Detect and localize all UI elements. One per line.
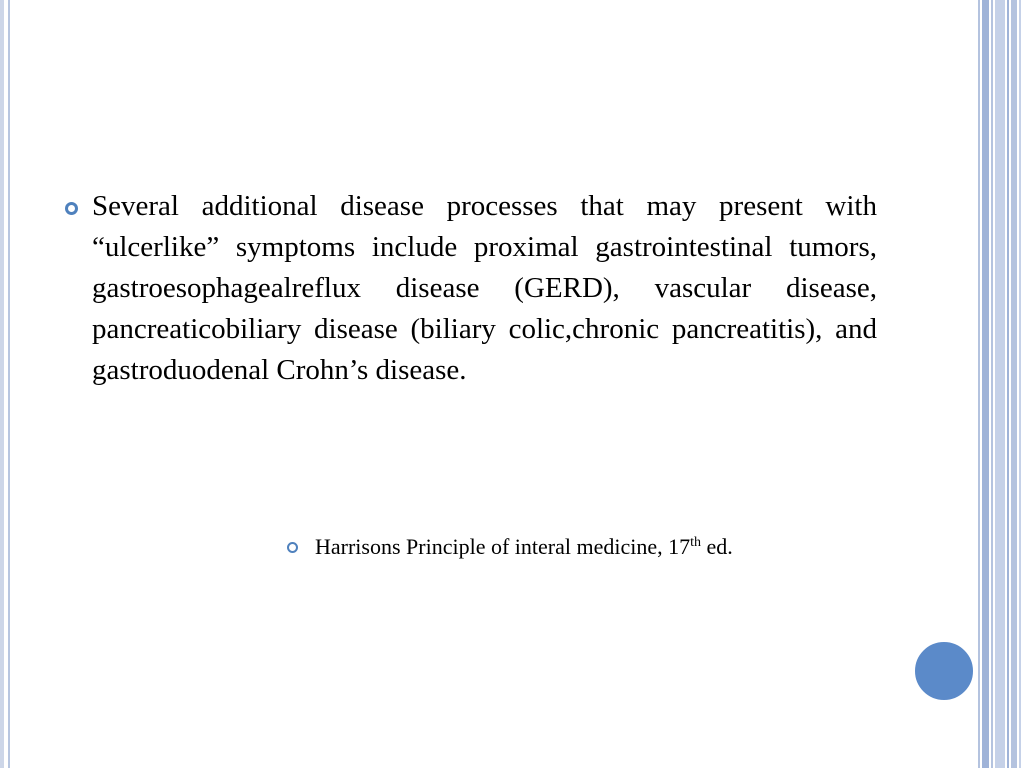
main-bullet-text: Several additional disease processes that may present with “ulcerlike” symptoms include proximal gastrointestinal tumors, gastroesophagealreflux disease (GERD), vascular disease, pancreaticobiliary disease (biliary colic,chronic pancreatitis), and gastroduodenal Crohn’s disease. bbox=[92, 190, 877, 386]
left-border-line-inner bbox=[8, 0, 10, 768]
stripe bbox=[982, 0, 989, 768]
stripe bbox=[978, 0, 980, 768]
stripe bbox=[991, 0, 993, 768]
reference-text: Harrisons Principle of interal medicine, 17 bbox=[315, 534, 691, 559]
decorative-circle bbox=[913, 640, 975, 702]
reference-suffix: ed. bbox=[701, 534, 733, 559]
reference-superscript: th bbox=[690, 535, 702, 550]
left-border-line bbox=[0, 0, 4, 768]
bullet-icon bbox=[287, 542, 298, 553]
reference-citation bbox=[315, 533, 885, 561]
stripe bbox=[995, 0, 1005, 768]
stripe bbox=[1011, 0, 1017, 768]
stripe bbox=[1007, 0, 1009, 768]
right-decorative-stripes bbox=[978, 0, 1024, 768]
bullet-icon bbox=[65, 202, 78, 215]
stripe bbox=[1019, 0, 1021, 768]
